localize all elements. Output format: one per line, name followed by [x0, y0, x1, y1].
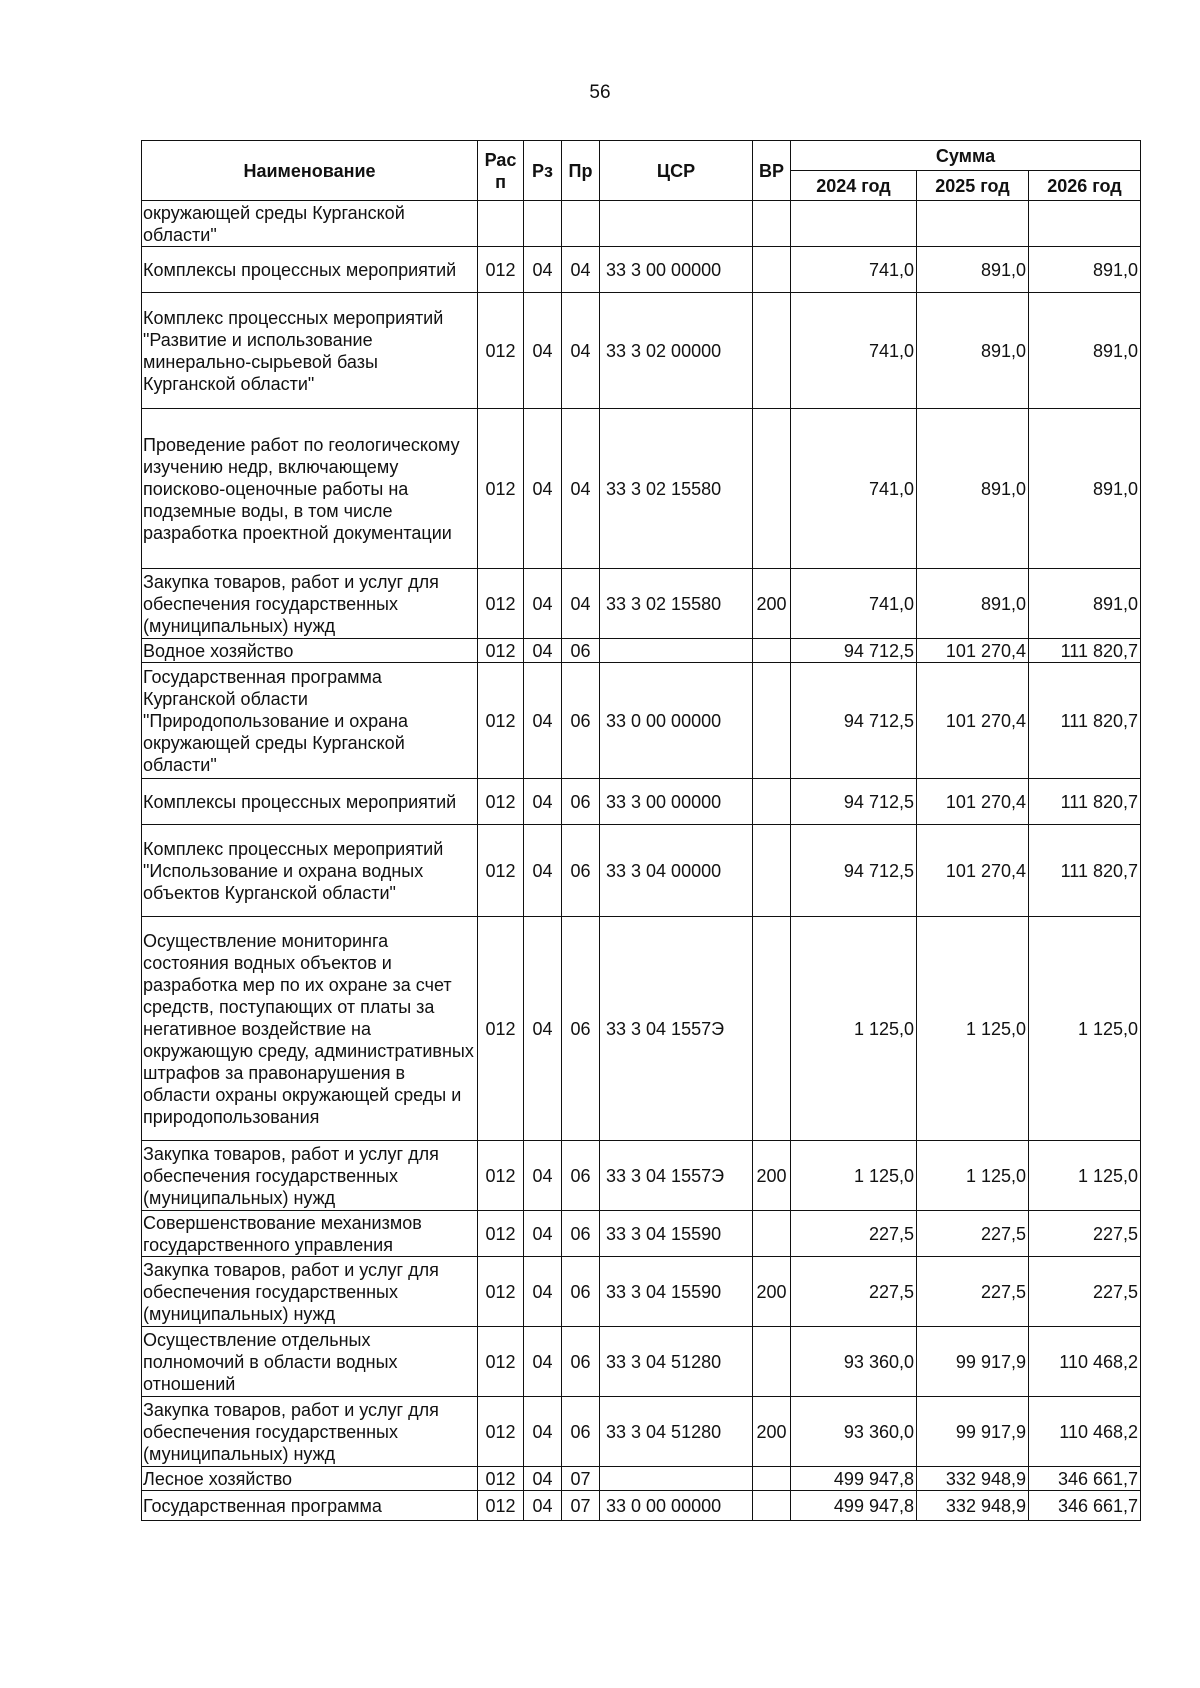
cell-rasp: 012 [478, 779, 524, 825]
cell-rasp: 012 [478, 247, 524, 293]
cell-pr [562, 201, 600, 247]
cell-name: Закупка товаров, работ и услуг для обеспечения государственных (муниципальных) нужд [142, 1141, 478, 1211]
cell-pr: 06 [562, 1211, 600, 1257]
cell-sum-2024: 499 947,8 [791, 1491, 917, 1521]
cell-sum-2024: 93 360,0 [791, 1397, 917, 1467]
cell-csr: 33 3 04 1557Э [600, 917, 753, 1141]
cell-sum-2026: 891,0 [1029, 569, 1141, 639]
cell-rasp: 012 [478, 917, 524, 1141]
cell-pr: 04 [562, 409, 600, 569]
cell-rz: 04 [524, 917, 562, 1141]
cell-rz: 04 [524, 409, 562, 569]
table-row [142, 917, 1141, 1141]
cell-sum-2025: 891,0 [917, 247, 1029, 293]
cell-sum-2026: 111 820,7 [1029, 663, 1141, 779]
table-row [142, 1327, 1141, 1397]
table-row [142, 409, 1141, 569]
cell-rasp: 012 [478, 825, 524, 917]
cell-csr: 33 3 04 15590 [600, 1257, 753, 1327]
cell-csr [600, 639, 753, 663]
table-row [142, 247, 1141, 293]
cell-sum-2025: 891,0 [917, 409, 1029, 569]
cell-sum-2024: 1 125,0 [791, 1141, 917, 1211]
cell-vr [753, 779, 791, 825]
cell-name: Комплексы процессных мероприятий [142, 779, 478, 825]
cell-rasp: 012 [478, 1141, 524, 1211]
cell-csr: 33 3 00 00000 [600, 247, 753, 293]
cell-sum-2024: 741,0 [791, 569, 917, 639]
cell-csr: 33 3 02 15580 [600, 409, 753, 569]
cell-sum-2026: 111 820,7 [1029, 779, 1141, 825]
table-row [142, 825, 1141, 917]
cell-csr: 33 3 04 51280 [600, 1327, 753, 1397]
cell-rz: 04 [524, 663, 562, 779]
cell-rasp: 012 [478, 1327, 524, 1397]
cell-sum-2024 [791, 201, 917, 247]
header-pr: Пр [562, 141, 600, 201]
cell-sum-2026 [1029, 201, 1141, 247]
cell-csr [600, 1467, 753, 1491]
cell-name: Осуществление мониторинга состояния водных объектов и разработка мер по их охране за счет средств, поступающих от платы за негативное воздействие на окружающую среду, административных штрафов за правонарушения в области охраны окружающей среды и природопользования [142, 917, 478, 1141]
cell-sum-2026: 891,0 [1029, 293, 1141, 409]
cell-csr: 33 3 04 00000 [600, 825, 753, 917]
cell-rz: 04 [524, 639, 562, 663]
cell-sum-2024: 94 712,5 [791, 779, 917, 825]
cell-vr [753, 825, 791, 917]
cell-vr: 200 [753, 569, 791, 639]
cell-rasp: 012 [478, 1491, 524, 1521]
table-row [142, 639, 1141, 663]
cell-name: окружающей среды Курганской области" [142, 201, 478, 247]
cell-name: Закупка товаров, работ и услуг для обеспечения государственных (муниципальных) нужд [142, 569, 478, 639]
cell-rz: 04 [524, 1327, 562, 1397]
cell-sum-2025: 101 270,4 [917, 779, 1029, 825]
cell-rz: 04 [524, 1141, 562, 1211]
cell-sum-2025: 99 917,9 [917, 1327, 1029, 1397]
cell-sum-2025: 101 270,4 [917, 663, 1029, 779]
cell-sum-2024: 741,0 [791, 409, 917, 569]
cell-sum-2025: 227,5 [917, 1211, 1029, 1257]
cell-rasp: 012 [478, 293, 524, 409]
cell-pr: 04 [562, 247, 600, 293]
cell-rz: 04 [524, 825, 562, 917]
cell-rasp: 012 [478, 1257, 524, 1327]
cell-rz: 04 [524, 1491, 562, 1521]
cell-rasp: 012 [478, 639, 524, 663]
header-rz: Рз [524, 141, 562, 201]
header-year-2024: 2024 год [791, 171, 917, 201]
cell-sum-2025: 1 125,0 [917, 917, 1029, 1141]
cell-sum-2026: 1 125,0 [1029, 1141, 1141, 1211]
cell-pr: 06 [562, 1257, 600, 1327]
cell-rasp: 012 [478, 1397, 524, 1467]
cell-rz: 04 [524, 1211, 562, 1257]
cell-rz: 04 [524, 779, 562, 825]
cell-sum-2025: 332 948,9 [917, 1467, 1029, 1491]
cell-vr: 200 [753, 1257, 791, 1327]
cell-pr: 07 [562, 1491, 600, 1521]
cell-sum-2026: 111 820,7 [1029, 825, 1141, 917]
cell-sum-2024: 93 360,0 [791, 1327, 917, 1397]
header-csr: ЦСР [600, 141, 753, 201]
table-row [142, 1141, 1141, 1211]
cell-sum-2025: 101 270,4 [917, 825, 1029, 917]
cell-rz [524, 201, 562, 247]
table-row [142, 1211, 1141, 1257]
cell-vr [753, 1491, 791, 1521]
cell-vr [753, 917, 791, 1141]
cell-name: Комплекс процессных мероприятий "Использование и охрана водных объектов Курганской области" [142, 825, 478, 917]
cell-rz: 04 [524, 1397, 562, 1467]
cell-name: Государственная программа [142, 1491, 478, 1521]
cell-sum-2024: 94 712,5 [791, 825, 917, 917]
cell-sum-2024: 94 712,5 [791, 639, 917, 663]
cell-sum-2026: 227,5 [1029, 1257, 1141, 1327]
cell-sum-2026: 110 468,2 [1029, 1397, 1141, 1467]
cell-sum-2025: 891,0 [917, 569, 1029, 639]
cell-rasp: 012 [478, 569, 524, 639]
cell-sum-2024: 741,0 [791, 247, 917, 293]
cell-pr: 06 [562, 639, 600, 663]
cell-rz: 04 [524, 569, 562, 639]
cell-sum-2026: 110 468,2 [1029, 1327, 1141, 1397]
header-rasp: Рас п [478, 141, 524, 201]
cell-vr [753, 639, 791, 663]
cell-csr: 33 0 00 00000 [600, 663, 753, 779]
cell-csr: 33 3 04 15590 [600, 1211, 753, 1257]
cell-name: Водное хозяйство [142, 639, 478, 663]
cell-rasp: 012 [478, 1467, 524, 1491]
cell-sum-2025: 332 948,9 [917, 1491, 1029, 1521]
cell-sum-2026: 891,0 [1029, 409, 1141, 569]
cell-name: Комплекс процессных мероприятий "Развитие и использование минерально-сырьевой базы Курганской области" [142, 293, 478, 409]
cell-pr: 06 [562, 1397, 600, 1467]
cell-csr: 33 3 02 15580 [600, 569, 753, 639]
cell-sum-2026: 111 820,7 [1029, 639, 1141, 663]
cell-name: Закупка товаров, работ и услуг для обеспечения государственных (муниципальных) нужд [142, 1257, 478, 1327]
cell-sum-2024: 94 712,5 [791, 663, 917, 779]
cell-csr: 33 3 02 00000 [600, 293, 753, 409]
cell-vr [753, 409, 791, 569]
cell-pr: 04 [562, 569, 600, 639]
cell-sum-2026: 1 125,0 [1029, 917, 1141, 1141]
page-number: 56 [589, 82, 611, 103]
cell-vr [753, 293, 791, 409]
cell-sum-2026: 346 661,7 [1029, 1491, 1141, 1521]
cell-sum-2026: 346 661,7 [1029, 1467, 1141, 1491]
cell-pr: 04 [562, 293, 600, 409]
cell-csr [600, 201, 753, 247]
cell-vr [753, 247, 791, 293]
cell-rasp: 012 [478, 663, 524, 779]
cell-vr [753, 1467, 791, 1491]
header-year-2026: 2026 год [1029, 171, 1141, 201]
cell-name: Осуществление отдельных полномочий в области водных отношений [142, 1327, 478, 1397]
budget-table [141, 140, 1141, 1521]
cell-csr: 33 3 04 51280 [600, 1397, 753, 1467]
cell-sum-2026: 227,5 [1029, 1211, 1141, 1257]
table-body [142, 201, 1141, 1521]
header-name: Наименование [142, 141, 478, 201]
cell-name: Комплексы процессных мероприятий [142, 247, 478, 293]
header-year-2025: 2025 год [917, 171, 1029, 201]
cell-name: Лесное хозяйство [142, 1467, 478, 1491]
cell-pr: 06 [562, 663, 600, 779]
cell-pr: 06 [562, 1327, 600, 1397]
cell-pr: 07 [562, 1467, 600, 1491]
cell-sum-2025: 101 270,4 [917, 639, 1029, 663]
table-row [142, 1257, 1141, 1327]
cell-name: Государственная программа Курганской области "Природопользование и охрана окружающей среды Курганской области" [142, 663, 478, 779]
cell-name: Закупка товаров, работ и услуг для обеспечения государственных (муниципальных) нужд [142, 1397, 478, 1467]
table-row [142, 201, 1141, 247]
cell-rz: 04 [524, 247, 562, 293]
cell-vr [753, 663, 791, 779]
table-row [142, 1491, 1141, 1521]
cell-sum-2025: 891,0 [917, 293, 1029, 409]
header-vr: ВР [753, 141, 791, 201]
cell-sum-2025 [917, 201, 1029, 247]
cell-vr: 200 [753, 1141, 791, 1211]
cell-pr: 06 [562, 1141, 600, 1211]
cell-pr: 06 [562, 917, 600, 1141]
header-sum: Сумма [791, 141, 1141, 171]
cell-rasp: 012 [478, 409, 524, 569]
cell-sum-2025: 99 917,9 [917, 1397, 1029, 1467]
cell-sum-2024: 499 947,8 [791, 1467, 917, 1491]
cell-vr [753, 1211, 791, 1257]
cell-csr: 33 3 04 1557Э [600, 1141, 753, 1211]
cell-vr [753, 1327, 791, 1397]
cell-sum-2024: 227,5 [791, 1257, 917, 1327]
table-row [142, 569, 1141, 639]
cell-rasp [478, 201, 524, 247]
cell-vr [753, 201, 791, 247]
cell-sum-2026: 891,0 [1029, 247, 1141, 293]
cell-sum-2024: 741,0 [791, 293, 917, 409]
cell-pr: 06 [562, 779, 600, 825]
cell-csr: 33 0 00 00000 [600, 1491, 753, 1521]
cell-csr: 33 3 00 00000 [600, 779, 753, 825]
cell-sum-2024: 227,5 [791, 1211, 917, 1257]
cell-rz: 04 [524, 293, 562, 409]
table-row [142, 779, 1141, 825]
table-row [142, 1397, 1141, 1467]
cell-sum-2025: 1 125,0 [917, 1141, 1029, 1211]
table-row [142, 663, 1141, 779]
cell-name: Проведение работ по геологическому изучению недр, включающему поисково-оценочные работы на подземные воды, в том числе разработка проектной документации [142, 409, 478, 569]
cell-pr: 06 [562, 825, 600, 917]
cell-sum-2025: 227,5 [917, 1257, 1029, 1327]
table-row [142, 1467, 1141, 1491]
cell-rz: 04 [524, 1257, 562, 1327]
table-row [142, 293, 1141, 409]
cell-sum-2024: 1 125,0 [791, 917, 917, 1141]
cell-rasp: 012 [478, 1211, 524, 1257]
cell-rz: 04 [524, 1467, 562, 1491]
cell-name: Совершенствование механизмов государственного управления [142, 1211, 478, 1257]
cell-vr: 200 [753, 1397, 791, 1467]
